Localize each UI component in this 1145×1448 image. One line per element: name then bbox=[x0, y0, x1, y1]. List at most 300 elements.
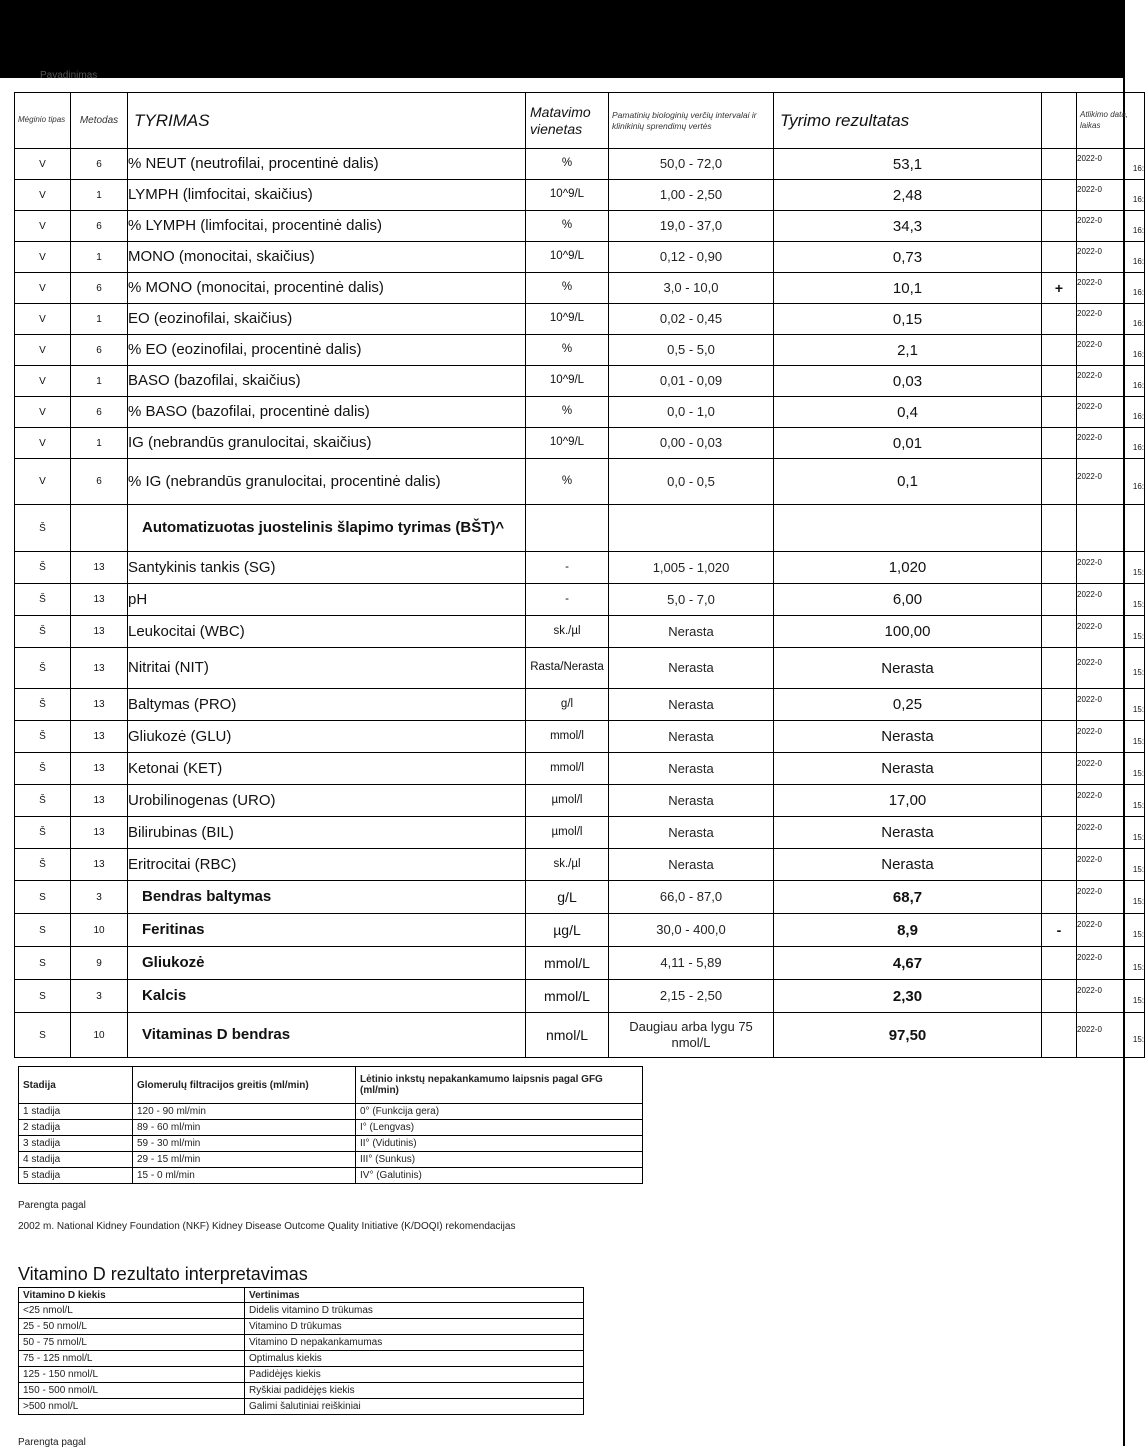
table-row bbox=[19, 1136, 643, 1152]
evaluation-cell: Vitamino D trūkumas bbox=[245, 1319, 584, 1335]
test-name-cell: % IG (nebrandūs granulocitai, procentinė dalis) bbox=[128, 459, 526, 505]
table-row bbox=[15, 721, 1145, 753]
flag-cell bbox=[1042, 849, 1077, 881]
method-cell: 1 bbox=[71, 304, 128, 335]
unit-cell: sk./µl bbox=[526, 849, 609, 881]
header-flag bbox=[1042, 93, 1077, 149]
flag-cell bbox=[1042, 304, 1077, 335]
table-row bbox=[19, 1120, 643, 1136]
serum-rows bbox=[15, 881, 1145, 1058]
unit-cell: % bbox=[526, 273, 609, 304]
method-cell: 13 bbox=[71, 648, 128, 689]
reference-cell: 0,01 - 0,09 bbox=[609, 366, 774, 397]
date-line: 2022-0 bbox=[1077, 822, 1102, 832]
date-line: 2022-0 bbox=[1077, 621, 1102, 631]
flag-cell bbox=[1042, 428, 1077, 459]
reference-cell: Nerasta bbox=[609, 616, 774, 648]
result-cell: 34,3 bbox=[774, 211, 1042, 242]
unit-cell: - bbox=[526, 552, 609, 584]
amount-cell: >500 nmol/L bbox=[19, 1399, 245, 1415]
date-cell bbox=[1077, 459, 1145, 505]
date-line: 2022-0 bbox=[1077, 278, 1102, 288]
date-cell bbox=[1077, 366, 1145, 397]
sample-type-cell: V bbox=[15, 149, 71, 180]
table-row bbox=[15, 366, 1145, 397]
evaluation-cell: Padidėjęs kiekis bbox=[245, 1367, 584, 1383]
sample-type-cell: Š bbox=[15, 552, 71, 584]
test-name-cell: Nitritai (NIT) bbox=[128, 648, 526, 689]
date-line: 2022-0 bbox=[1077, 247, 1102, 257]
reference-cell: Nerasta bbox=[609, 849, 774, 881]
reference-cell: 0,12 - 0,90 bbox=[609, 242, 774, 273]
method-cell: 10 bbox=[71, 1013, 128, 1058]
flag-cell bbox=[1042, 459, 1077, 505]
gfr-note-1: Parengta pagal bbox=[18, 1200, 86, 1211]
time-line: 15: bbox=[1132, 897, 1144, 906]
table-row bbox=[19, 1351, 584, 1367]
date-line: 2022-0 bbox=[1077, 557, 1102, 567]
date-cell bbox=[1077, 428, 1145, 459]
sample-type-cell: V bbox=[15, 335, 71, 366]
method-cell: 13 bbox=[71, 785, 128, 817]
flag-cell bbox=[1042, 689, 1077, 721]
date-line: 2022-0 bbox=[1077, 887, 1102, 897]
time-line: 16: bbox=[1132, 350, 1144, 359]
table-row bbox=[15, 149, 1145, 180]
table-row bbox=[19, 1104, 643, 1120]
reference-cell: 0,0 - 1,0 bbox=[609, 397, 774, 428]
urine-section bbox=[15, 505, 1145, 552]
unit-cell: g/l bbox=[526, 689, 609, 721]
date-line: 2022-0 bbox=[1077, 402, 1102, 412]
section-row bbox=[15, 505, 1145, 552]
result-cell: Nerasta bbox=[774, 721, 1042, 753]
result-cell: 68,7 bbox=[774, 881, 1042, 914]
result-cell: 0,03 bbox=[774, 366, 1042, 397]
method-cell: 6 bbox=[71, 149, 128, 180]
reference-cell: Nerasta bbox=[609, 689, 774, 721]
reference-cell: 5,0 - 7,0 bbox=[609, 584, 774, 616]
test-name-cell: Vitaminas D bendras bbox=[128, 1013, 526, 1058]
method-cell: 1 bbox=[71, 242, 128, 273]
date-line: 2022-0 bbox=[1077, 790, 1102, 800]
rate-cell: 29 - 15 ml/min bbox=[133, 1152, 356, 1168]
sample-type-cell: V bbox=[15, 397, 71, 428]
section-empty-result bbox=[774, 505, 1042, 552]
result-cell: 2,30 bbox=[774, 980, 1042, 1013]
flag-cell: + bbox=[1042, 273, 1077, 304]
time-line: 16: bbox=[1132, 319, 1144, 328]
degree-cell: I° (Lengvas) bbox=[356, 1120, 643, 1136]
header-unit: Matavimo vienetas bbox=[526, 93, 609, 149]
unit-cell: µg/L bbox=[526, 914, 609, 947]
sample-type-cell: V bbox=[15, 304, 71, 335]
method-cell: 6 bbox=[71, 273, 128, 304]
sample-type-cell: Š bbox=[15, 721, 71, 753]
date-cell bbox=[1077, 273, 1145, 304]
date-cell bbox=[1077, 584, 1145, 616]
unit-cell: mmol/L bbox=[526, 947, 609, 980]
reference-cell: 0,0 - 0,5 bbox=[609, 459, 774, 505]
sample-type-cell: S bbox=[15, 914, 71, 947]
table-row bbox=[15, 1013, 1145, 1058]
test-name-cell: MONO (monocitai, skaičius) bbox=[128, 242, 526, 273]
date-line: 2022-0 bbox=[1077, 371, 1102, 381]
section-empty-flag bbox=[1042, 505, 1077, 552]
table-row bbox=[15, 428, 1145, 459]
time-line: 15: bbox=[1132, 704, 1144, 714]
test-name-cell: Baltymas (PRO) bbox=[128, 689, 526, 721]
unit-cell: % bbox=[526, 397, 609, 428]
unit-cell: % bbox=[526, 335, 609, 366]
stage-cell: 2 stadija bbox=[19, 1120, 133, 1136]
result-cell: 97,50 bbox=[774, 1013, 1042, 1058]
sample-type-cell: V bbox=[15, 428, 71, 459]
result-cell: Nerasta bbox=[774, 753, 1042, 785]
vitd-footer-cut: Parengta pagal bbox=[18, 1437, 86, 1448]
result-cell: Nerasta bbox=[774, 849, 1042, 881]
time-line: 16: bbox=[1132, 288, 1144, 297]
flag-cell bbox=[1042, 584, 1077, 616]
method-cell: 1 bbox=[71, 428, 128, 459]
sample-type-cell: Š bbox=[15, 584, 71, 616]
date-line: 2022-0 bbox=[1077, 471, 1102, 481]
sample-type-cell: S bbox=[15, 947, 71, 980]
unit-cell: g/L bbox=[526, 881, 609, 914]
result-cell: 0,1 bbox=[774, 459, 1042, 505]
sample-type-cell: Š bbox=[15, 753, 71, 785]
time-line: 16: bbox=[1132, 443, 1144, 452]
table-row bbox=[15, 242, 1145, 273]
date-cell bbox=[1077, 817, 1145, 849]
evaluation-cell: Ryškiai padidėjęs kiekis bbox=[245, 1383, 584, 1399]
method-cell: 13 bbox=[71, 721, 128, 753]
date-cell bbox=[1077, 397, 1145, 428]
method-cell: 13 bbox=[71, 817, 128, 849]
flag-cell bbox=[1042, 817, 1077, 849]
test-name-cell: EO (eozinofilai, skaičius) bbox=[128, 304, 526, 335]
result-cell: 0,25 bbox=[774, 689, 1042, 721]
date-cell bbox=[1077, 304, 1145, 335]
date-cell bbox=[1077, 689, 1145, 721]
test-name-cell: Bendras baltymas bbox=[128, 881, 526, 914]
unit-cell: 10^9/L bbox=[526, 304, 609, 335]
stage-cell: 1 stadija bbox=[19, 1104, 133, 1120]
vitd-table bbox=[18, 1287, 584, 1415]
test-name-cell: Santykinis tankis (SG) bbox=[128, 552, 526, 584]
sample-type-cell: V bbox=[15, 273, 71, 304]
date-line: 2022-0 bbox=[1077, 726, 1102, 736]
flag-cell bbox=[1042, 149, 1077, 180]
sample-type-cell: S bbox=[15, 980, 71, 1013]
sample-type-cell: S bbox=[15, 1013, 71, 1058]
header-date: Atlikimo data, laikas bbox=[1077, 93, 1145, 149]
date-cell bbox=[1077, 721, 1145, 753]
method-cell: 10 bbox=[71, 914, 128, 947]
date-cell bbox=[1077, 980, 1145, 1013]
test-name-cell: % LYMPH (limfocitai, procentinė dalis) bbox=[128, 211, 526, 242]
gfr-header-degree: Lėtinio inkstų nepakankamumo laipsnis pagal GFG (ml/min) bbox=[356, 1067, 643, 1104]
time-line: 16: bbox=[1132, 257, 1144, 266]
reference-cell: 4,11 - 5,89 bbox=[609, 947, 774, 980]
flag-cell bbox=[1042, 552, 1077, 584]
test-name-cell: Gliukozė (GLU) bbox=[128, 721, 526, 753]
stage-cell: 4 stadija bbox=[19, 1152, 133, 1168]
result-cell: 100,00 bbox=[774, 616, 1042, 648]
result-cell: 53,1 bbox=[774, 149, 1042, 180]
date-line: 2022-0 bbox=[1077, 340, 1102, 350]
table-row bbox=[15, 689, 1145, 721]
header-result: Tyrimo rezultatas bbox=[774, 93, 1042, 149]
table-row bbox=[15, 849, 1145, 881]
date-cell bbox=[1077, 1013, 1145, 1058]
date-line: 2022-0 bbox=[1077, 694, 1102, 704]
table-row bbox=[15, 211, 1145, 242]
table-row bbox=[19, 1383, 584, 1399]
method-cell: 13 bbox=[71, 753, 128, 785]
time-line: 16: bbox=[1132, 481, 1144, 491]
results-table bbox=[14, 92, 1145, 1058]
method-cell: 13 bbox=[71, 689, 128, 721]
degree-cell: III° (Sunkus) bbox=[356, 1152, 643, 1168]
reference-cell: 19,0 - 37,0 bbox=[609, 211, 774, 242]
table-row bbox=[15, 881, 1145, 914]
sample-type-cell: V bbox=[15, 366, 71, 397]
vitd-title: Vitamino D rezultato interpretavimas bbox=[18, 1264, 308, 1284]
table-header-row bbox=[15, 93, 1145, 149]
date-cell bbox=[1077, 211, 1145, 242]
result-cell: Nerasta bbox=[774, 648, 1042, 689]
date-cell bbox=[1077, 914, 1145, 947]
table-row bbox=[15, 817, 1145, 849]
result-cell: 8,9 bbox=[774, 914, 1042, 947]
date-line: 2022-0 bbox=[1077, 1025, 1102, 1035]
table-row bbox=[19, 1367, 584, 1383]
result-cell: 2,48 bbox=[774, 180, 1042, 211]
table-row bbox=[15, 914, 1145, 947]
date-cell bbox=[1077, 335, 1145, 366]
test-name-cell: BASO (bazofilai, skaičius) bbox=[128, 366, 526, 397]
method-cell: 13 bbox=[71, 616, 128, 648]
section-empty-method bbox=[71, 505, 128, 552]
test-name-cell: LYMPH (limfocitai, skaičius) bbox=[128, 180, 526, 211]
degree-cell: II° (Vidutinis) bbox=[356, 1136, 643, 1152]
date-line: 2022-0 bbox=[1077, 185, 1102, 195]
unit-cell: 10^9/L bbox=[526, 242, 609, 273]
sample-type-cell: Š bbox=[15, 785, 71, 817]
table-row bbox=[15, 584, 1145, 616]
method-cell: 13 bbox=[71, 584, 128, 616]
table-row bbox=[15, 335, 1145, 366]
rate-cell: 120 - 90 ml/min bbox=[133, 1104, 356, 1120]
time-line: 16: bbox=[1132, 226, 1144, 235]
test-name-cell: Bilirubinas (BIL) bbox=[128, 817, 526, 849]
table-row bbox=[15, 180, 1145, 211]
date-line: 2022-0 bbox=[1077, 309, 1102, 319]
flag-cell bbox=[1042, 881, 1077, 914]
test-name-cell: % EO (eozinofilai, procentinė dalis) bbox=[128, 335, 526, 366]
result-cell: 0,4 bbox=[774, 397, 1042, 428]
sample-type-cell: Š bbox=[15, 817, 71, 849]
evaluation-cell: Optimalus kiekis bbox=[245, 1351, 584, 1367]
test-name-cell: pH bbox=[128, 584, 526, 616]
test-name-cell: Ketonai (KET) bbox=[128, 753, 526, 785]
method-cell: 13 bbox=[71, 552, 128, 584]
time-line: 15: bbox=[1132, 996, 1144, 1005]
sample-type-cell: V bbox=[15, 180, 71, 211]
reference-cell: 2,15 - 2,50 bbox=[609, 980, 774, 1013]
test-name-cell: % MONO (monocitai, procentinė dalis) bbox=[128, 273, 526, 304]
date-cell bbox=[1077, 947, 1145, 980]
amount-cell: 150 - 500 nmol/L bbox=[19, 1383, 245, 1399]
date-line: 2022-0 bbox=[1077, 589, 1102, 599]
flag-cell bbox=[1042, 785, 1077, 817]
unit-cell: nmol/L bbox=[526, 1013, 609, 1058]
method-cell: 1 bbox=[71, 180, 128, 211]
section-empty-unit bbox=[526, 505, 609, 552]
flag-cell bbox=[1042, 242, 1077, 273]
flag-cell bbox=[1042, 753, 1077, 785]
amount-cell: 50 - 75 nmol/L bbox=[19, 1335, 245, 1351]
section-sample-type: Š bbox=[15, 505, 71, 552]
gfr-header-stage: Stadija bbox=[19, 1067, 133, 1104]
sample-type-cell: V bbox=[15, 242, 71, 273]
table-row bbox=[19, 1399, 584, 1415]
unit-cell: mmol/L bbox=[526, 980, 609, 1013]
flag-cell bbox=[1042, 397, 1077, 428]
flag-cell: - bbox=[1042, 914, 1077, 947]
test-name-cell: Kalcis bbox=[128, 980, 526, 1013]
result-cell: 2,1 bbox=[774, 335, 1042, 366]
method-cell: 6 bbox=[71, 335, 128, 366]
sample-type-cell: Š bbox=[15, 616, 71, 648]
unit-cell: % bbox=[526, 211, 609, 242]
method-cell: 3 bbox=[71, 980, 128, 1013]
result-cell: 10,1 bbox=[774, 273, 1042, 304]
test-name-cell: Feritinas bbox=[128, 914, 526, 947]
urine-rows bbox=[15, 552, 1145, 881]
unit-cell: µmol/l bbox=[526, 785, 609, 817]
vitd-header-evaluation: Vertinimas bbox=[245, 1288, 584, 1303]
table-row bbox=[19, 1152, 643, 1168]
date-cell bbox=[1077, 785, 1145, 817]
unit-cell: sk./µl bbox=[526, 616, 609, 648]
flag-cell bbox=[1042, 1013, 1077, 1058]
test-name-cell: Eritrocitai (RBC) bbox=[128, 849, 526, 881]
date-line: 2022-0 bbox=[1077, 920, 1102, 930]
table-row bbox=[19, 1319, 584, 1335]
vitd-header-amount: Vitamino D kiekis bbox=[19, 1288, 245, 1303]
time-line: 15: bbox=[1132, 800, 1144, 810]
reference-cell: Nerasta bbox=[609, 648, 774, 689]
gfr-note-2: 2002 m. National Kidney Foundation (NKF) Kidney Disease Outcome Quality Initiative (K/DOQI) rekomendacijas bbox=[18, 1221, 516, 1232]
time-line: 15: bbox=[1132, 567, 1144, 577]
method-cell: 6 bbox=[71, 211, 128, 242]
test-name-cell: % BASO (bazofilai, procentinė dalis) bbox=[128, 397, 526, 428]
unit-cell: % bbox=[526, 459, 609, 505]
date-cell bbox=[1077, 616, 1145, 648]
flag-cell bbox=[1042, 648, 1077, 689]
reference-cell: 0,00 - 0,03 bbox=[609, 428, 774, 459]
unit-cell: mmol/l bbox=[526, 721, 609, 753]
result-cell: Nerasta bbox=[774, 817, 1042, 849]
time-line: 15: bbox=[1132, 631, 1144, 641]
time-line: 15: bbox=[1132, 599, 1144, 609]
reference-cell: Nerasta bbox=[609, 721, 774, 753]
table-row bbox=[15, 397, 1145, 428]
time-line: 15: bbox=[1132, 768, 1144, 778]
table-row bbox=[15, 980, 1145, 1013]
reference-cell: 0,02 - 0,45 bbox=[609, 304, 774, 335]
cut-off-heading: Pavadinimas bbox=[40, 70, 98, 81]
top-black-bar bbox=[0, 0, 1125, 78]
method-cell: 3 bbox=[71, 881, 128, 914]
evaluation-cell: Didelis vitamino D trūkumas bbox=[245, 1303, 584, 1319]
section-empty-ref bbox=[609, 505, 774, 552]
test-name-cell: IG (nebrandūs granulocitai, skaičius) bbox=[128, 428, 526, 459]
gfr-table bbox=[18, 1066, 643, 1184]
reference-cell: 30,0 - 400,0 bbox=[609, 914, 774, 947]
date-cell bbox=[1077, 242, 1145, 273]
table-row bbox=[19, 1303, 584, 1319]
time-line: 16: bbox=[1132, 164, 1144, 173]
result-cell: 1,020 bbox=[774, 552, 1042, 584]
section-empty-date bbox=[1077, 505, 1145, 552]
time-line: 15: bbox=[1132, 832, 1144, 842]
flag-cell bbox=[1042, 180, 1077, 211]
reference-cell: 1,005 - 1,020 bbox=[609, 552, 774, 584]
date-line: 2022-0 bbox=[1077, 658, 1102, 668]
stage-cell: 3 stadija bbox=[19, 1136, 133, 1152]
date-line: 2022-0 bbox=[1077, 433, 1102, 443]
flag-cell bbox=[1042, 335, 1077, 366]
test-name-cell: Gliukozė bbox=[128, 947, 526, 980]
result-cell: 0,15 bbox=[774, 304, 1042, 335]
time-line: 15: bbox=[1132, 963, 1144, 972]
table-row bbox=[15, 304, 1145, 335]
stage-cell: 5 stadija bbox=[19, 1168, 133, 1184]
reference-cell: 3,0 - 10,0 bbox=[609, 273, 774, 304]
reference-cell: Daugiau arba lygu 75 nmol/L bbox=[609, 1013, 774, 1058]
unit-cell: µmol/l bbox=[526, 817, 609, 849]
amount-cell: 75 - 125 nmol/L bbox=[19, 1351, 245, 1367]
blood-rows bbox=[15, 149, 1145, 505]
method-cell: 1 bbox=[71, 366, 128, 397]
method-cell: 13 bbox=[71, 849, 128, 881]
flag-cell bbox=[1042, 366, 1077, 397]
unit-cell: 10^9/L bbox=[526, 428, 609, 459]
date-line: 2022-0 bbox=[1077, 953, 1102, 963]
header-sample-type: Mėginio tipas bbox=[15, 93, 71, 149]
date-line: 2022-0 bbox=[1077, 216, 1102, 226]
date-line: 2022-0 bbox=[1077, 758, 1102, 768]
flag-cell bbox=[1042, 721, 1077, 753]
table-row bbox=[15, 947, 1145, 980]
date-cell bbox=[1077, 648, 1145, 689]
test-name-cell: Urobilinogenas (URO) bbox=[128, 785, 526, 817]
result-cell: 17,00 bbox=[774, 785, 1042, 817]
vitd-rows bbox=[19, 1303, 584, 1415]
sample-type-cell: Š bbox=[15, 849, 71, 881]
rate-cell: 59 - 30 ml/min bbox=[133, 1136, 356, 1152]
table-row bbox=[15, 785, 1145, 817]
table-row bbox=[15, 552, 1145, 584]
method-cell: 9 bbox=[71, 947, 128, 980]
evaluation-cell: Vitamino D nepakankamumas bbox=[245, 1335, 584, 1351]
time-line: 15: bbox=[1132, 1035, 1144, 1044]
table-row bbox=[15, 648, 1145, 689]
unit-cell: - bbox=[526, 584, 609, 616]
